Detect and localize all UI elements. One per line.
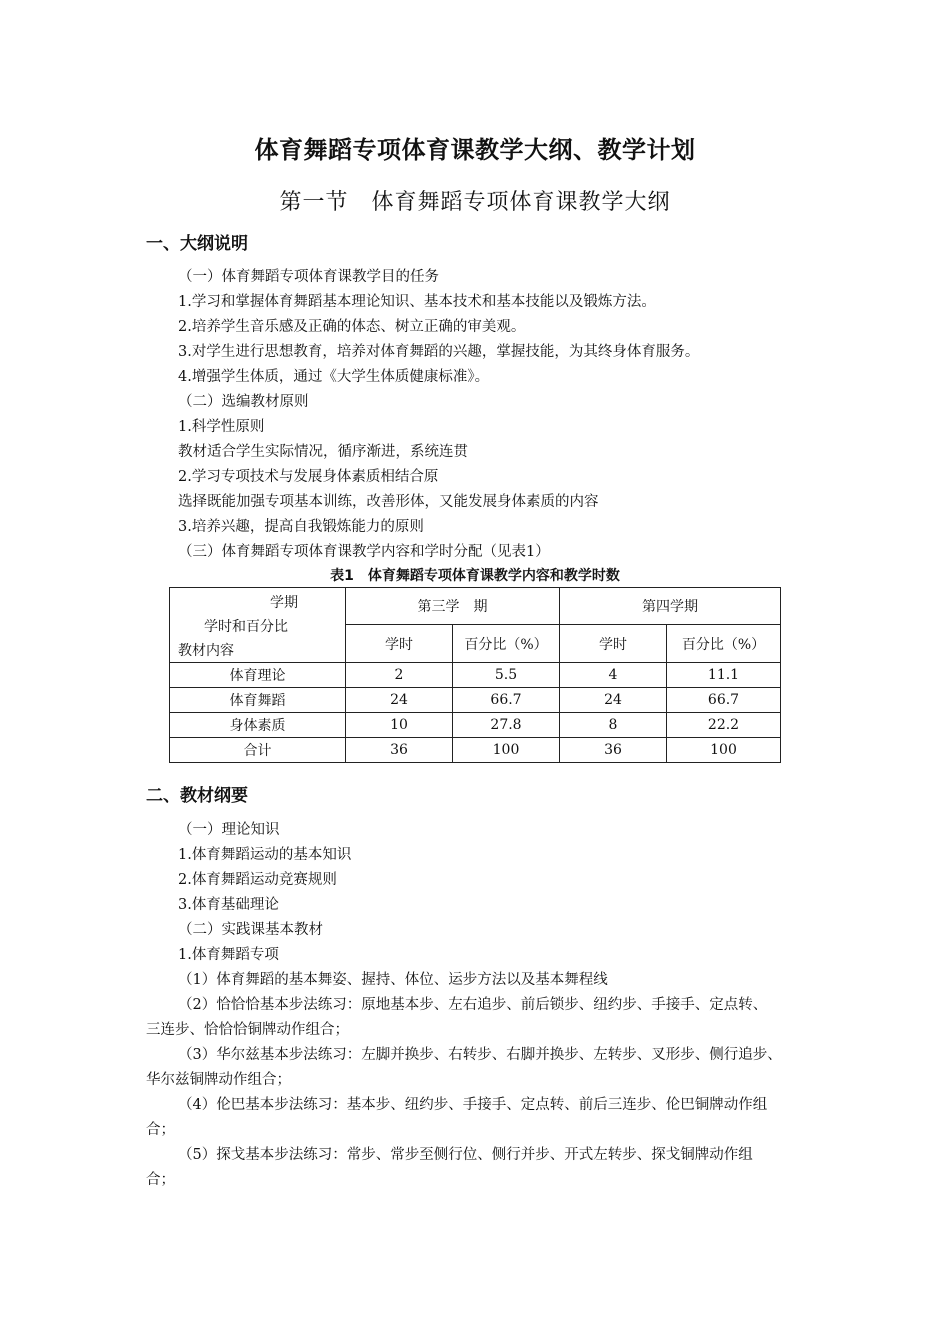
paragraph-line: （3）华尔兹基本步法练习：左脚并换步、右转步、右脚并换步、左转步、叉形步、侧行追步、 — [178, 1047, 782, 1063]
table-cell: 36 — [560, 738, 667, 763]
paragraph-line: （4）伦巴基本步法练习：基本步、纽约步、手接手、定点转、前后三连步、伦巴铜牌动作组 — [178, 1097, 768, 1113]
table-cell: 4 — [560, 663, 667, 688]
paragraph-line: 1.科学性原则 — [178, 419, 265, 435]
paragraph-line: 3.培养兴趣，提高自我锻炼能力的原则 — [178, 519, 424, 535]
table-cell: 22.2 — [667, 713, 781, 738]
paragraph-line: （1）体育舞蹈的基本舞姿、握持、体位、运步方法以及基本舞程线 — [178, 972, 608, 988]
table-cell: 8 — [560, 713, 667, 738]
section-subtitle: 第一节 体育舞蹈专项体育课教学大纲 — [279, 190, 671, 215]
table-cell: 66.7 — [453, 688, 560, 713]
table-cell-content: 体育舞蹈 — [170, 688, 346, 713]
table-subheader-pct: 百分比（%） — [667, 625, 781, 663]
paragraph-line: （一）理论知识 — [178, 822, 280, 838]
paragraph-line: 华尔兹铜牌动作组合； — [146, 1072, 291, 1088]
corner-label-hours: 学时和百分比 — [204, 619, 288, 635]
paragraph-line: （二）选编教材原则 — [178, 394, 309, 410]
table-cell: 24 — [560, 688, 667, 713]
table-row — [170, 738, 781, 763]
section-heading-materials: 二、教材纲要 — [146, 786, 248, 806]
paragraph-line: 三连步、恰恰恰铜牌动作组合； — [146, 1022, 349, 1038]
table-cell: 66.7 — [667, 688, 781, 713]
table-row — [170, 713, 781, 738]
table-cell-content: 合计 — [170, 738, 346, 763]
table-header-term4: 第四学期 — [560, 588, 781, 625]
corner-label-content: 教材内容 — [178, 643, 234, 659]
paragraph-line: （5）探戈基本步法练习：常步、常步至侧行位、侧行并步、开式左转步、探戈铜牌动作组 — [178, 1147, 753, 1163]
paragraph-line: 1.体育舞蹈专项 — [178, 947, 279, 963]
paragraph-line: 2.培养学生音乐感及正确的体态、树立正确的审美观。 — [178, 319, 526, 335]
table-caption: 表1 体育舞蹈专项体育课教学内容和教学时数 — [330, 568, 620, 584]
table-cell-content: 体育理论 — [170, 663, 346, 688]
paragraph-line: 4.增强学生体质，通过《大学生体质健康标准》。 — [178, 369, 490, 385]
paragraph-line: 1.体育舞蹈运动的基本知识 — [178, 847, 352, 863]
section-heading-outline: 一、大纲说明 — [146, 234, 248, 254]
paragraph-line: 1.学习和掌握体育舞蹈基本理论知识、基本技术和基本技能以及锻炼方法。 — [178, 294, 656, 310]
paragraph-line: （一）体育舞蹈专项体育课教学目的任务 — [178, 269, 439, 285]
table-cell-content: 身体素质 — [170, 713, 346, 738]
table-row — [170, 688, 781, 713]
paragraph-line: （2）恰恰恰基本步法练习：原地基本步、左右追步、前后锁步、纽约步、手接手、定点转、 — [178, 997, 768, 1013]
hours-table — [169, 587, 781, 763]
table-subheader-hours: 学时 — [560, 625, 667, 663]
paragraph-line: 3.对学生进行思想教育，培养对体育舞蹈的兴趣，掌握技能，为其终身体育服务。 — [178, 344, 700, 360]
paragraph-line: 合； — [146, 1172, 175, 1188]
table-cell: 36 — [346, 738, 453, 763]
table-cell: 27.8 — [453, 713, 560, 738]
table-cell: 24 — [346, 688, 453, 713]
table-header-term3: 第三学 期 — [346, 588, 560, 625]
table-cell: 2 — [346, 663, 453, 688]
paragraph-line: 教材适合学生实际情况，循序渐进，系统连贯 — [178, 444, 468, 460]
paragraph-line: 选择既能加强专项基本训练，改善形体，又能发展身体素质的内容 — [178, 494, 599, 510]
paragraph-line: 2.学习专项技术与发展身体素质相结合原 — [178, 469, 439, 485]
table-corner-cell — [170, 588, 346, 663]
paragraph-line: （二）实践课基本教材 — [178, 922, 323, 938]
table-row — [170, 663, 781, 688]
paragraph-line: 2.体育舞蹈运动竞赛规则 — [178, 872, 337, 888]
corner-label-term: 学期 — [270, 595, 298, 611]
table-cell: 10 — [346, 713, 453, 738]
table-subheader-hours: 学时 — [346, 625, 453, 663]
table-cell: 100 — [453, 738, 560, 763]
paragraph-line: 合； — [146, 1122, 175, 1138]
table-cell: 100 — [667, 738, 781, 763]
paragraph-line: 3.体育基础理论 — [178, 897, 279, 913]
table-subheader-pct: 百分比（%） — [453, 625, 560, 663]
table-cell: 5.5 — [453, 663, 560, 688]
document-title: 体育舞蹈专项体育课教学大纲、教学计划 — [254, 136, 696, 164]
table-cell: 11.1 — [667, 663, 781, 688]
paragraph-line: （三）体育舞蹈专项体育课教学内容和学时分配（见表1） — [178, 544, 550, 560]
